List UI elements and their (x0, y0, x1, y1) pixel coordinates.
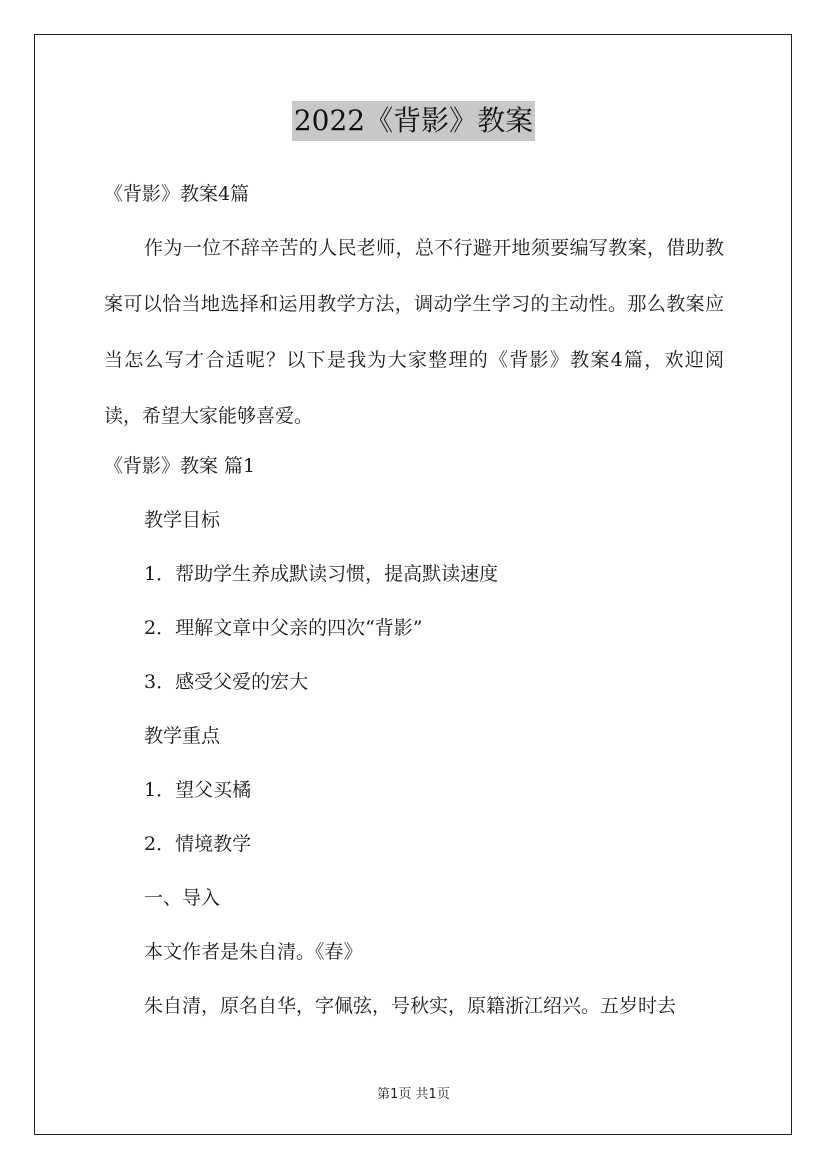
page-footer: 第1页 共1页 (377, 1087, 450, 1102)
intro-paragraph: 作为一位不辞辛苦的人民老师，总不行避开地须要编写教案，借助教案可以恰当地选择和运用教学方法，调动学生学习的主动性。那么教案应当怎么写才合适呢？以下是我为大家整理的《背影》教案4篇，欢迎阅读，希望大家能够喜爱。 (104, 237, 724, 427)
author-line: 本文作者是朱自清。《春》 (144, 941, 363, 963)
objective-item: 3．感受父爱的宏大 (144, 671, 309, 693)
objective-item: 2．理解文章中父亲的四次“背影” (144, 617, 423, 639)
objectives-heading: 教学目标 (144, 509, 221, 531)
objective-item: 1．帮助学生养成默读习惯，提高默读速度 (144, 563, 499, 585)
key-points-heading: 教学重点 (144, 725, 221, 747)
key-point-item: 2．情境教学 (144, 833, 252, 855)
document-subtitle: 《背影》教案4篇 (104, 183, 250, 205)
section-title: 《背影》教案 篇1 (104, 455, 256, 477)
title-container (0, 101, 827, 141)
document-title: 2022《背影》教案 (292, 101, 535, 141)
bio-line: 朱自清，原名自华，字佩弦，号秋实，原籍浙江绍兴。五岁时去 (144, 995, 677, 1017)
key-point-item: 1．望父买橘 (144, 779, 252, 801)
step-heading: 一、导入 (144, 887, 221, 909)
